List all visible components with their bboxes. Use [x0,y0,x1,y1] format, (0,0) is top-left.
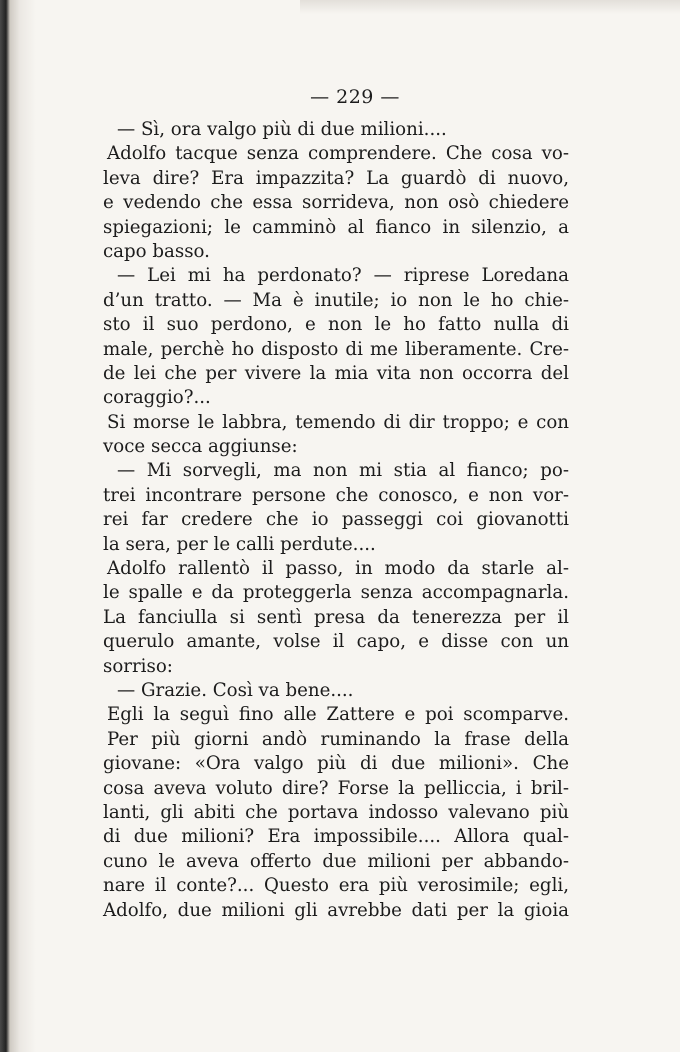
text-line: Adolfo, due milioni gli avrebbe dati per la gioia [103,899,569,921]
text-line: querulo amante, volse il capo, e disse con un [103,631,569,653]
text-line: lanti, gli abiti che portava indosso valevano più [103,801,569,823]
text-line: le spalle e da proteggerla senza accompagnarla. [103,582,569,604]
text-line: la sera, per le calli perdute.... [103,533,376,555]
text-line: e vedendo che essa sorrideva, non osò chiedere [103,192,569,214]
book-spine-gutter [0,0,36,1052]
text-line: spiegazioni; le camminò al fianco in silenzio, a [103,216,569,238]
text-line: capo basso. [103,240,210,262]
text-line: coraggio?... [103,387,211,409]
text-line: — Lei mi ha perdonato? — riprese Loredana [117,265,569,287]
text-line: cosa aveva voluto dire? Forse la pelliccia, i bril- [103,777,569,799]
text-line: sorriso: [103,655,173,677]
scan-edge-shadow [300,0,680,14]
page-number: — 229 — [310,86,400,108]
text-line: cuno le aveva offerto due milioni per abbando- [103,850,569,872]
text-line: voce secca aggiunse: [103,436,298,458]
text-line: La fanciulla si sentì presa da tenerezza per il [103,606,569,628]
text-line: Egli la seguì fino alle Zattere e poi scomparve. [107,704,569,726]
text-line: male, perchè ho disposto di me liberamente. Cre- [103,338,569,360]
text-line: Si morse le labbra, temendo di dir troppo; e con [107,411,569,433]
text-line: trei incontrare persone che conosco, e non vor- [103,484,569,506]
text-line: rei far credere che io passeggi coi giovanotti [103,509,569,531]
text-line: de lei che per vivere la mia vita non occorra del [103,362,569,384]
text-line: sto il suo perdono, e non le ho fatto nulla di [103,314,569,336]
text-line: giovane: «Ora valgo più di due milioni». Che [103,753,569,775]
text-line: di due milioni? Era impossibile.... Allora qual- [103,826,569,848]
text-line: nare il conte?... Questo era più verosimile; egli, [103,875,569,897]
text-line: Per più giorni andò ruminando la frase della [107,728,569,750]
text-line: leva dire? Era impazzita? La guardò di nuovo, [103,167,569,189]
text-line: — Mi sorvegli, ma non mi stia al fianco; po- [117,460,569,482]
text-line: d’un tratto. — Ma è inutile; io non le ho chie- [103,289,569,311]
text-line: Adolfo tacque senza comprendere. Che cosa vo- [107,143,569,165]
text-line: — Sì, ora valgo più di due milioni.... [117,119,447,140]
text-line: Adolfo rallentò il passo, in modo da starle al- [107,558,569,580]
text-line: — Grazie. Così va bene.... [117,679,354,701]
body-text [103,118,569,923]
